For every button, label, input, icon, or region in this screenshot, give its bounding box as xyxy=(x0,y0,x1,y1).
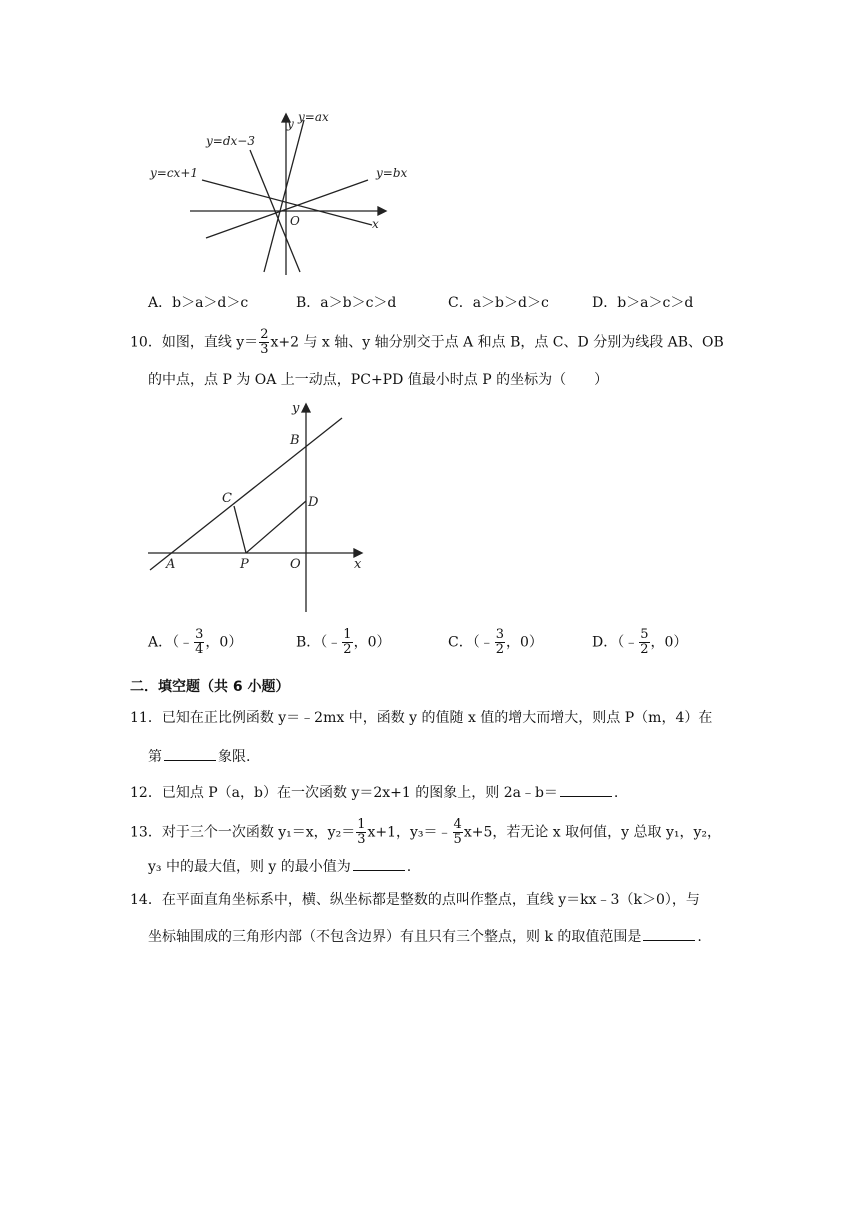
fig9-label-cx: y=cx+1 xyxy=(150,166,199,180)
fig9-label-o: O xyxy=(290,214,300,228)
q14-line1: 14．在平面直角坐标系中，横、纵坐标都是整数的点叫作整点，直线 y＝kx﹣3（k＞0），与 xyxy=(130,892,700,908)
q9-option-a[interactable]: A．b＞a＞d＞c xyxy=(148,295,249,311)
fig10-line-ab xyxy=(150,418,342,570)
q11-line2: 第 象限. xyxy=(148,746,250,767)
q13-answer-blank[interactable] xyxy=(353,856,405,871)
fig9-label-dx: y=dx−3 xyxy=(206,134,255,148)
q10-number: 10． xyxy=(130,334,162,351)
q12-answer-blank[interactable] xyxy=(560,782,612,797)
fig10-label-y: y xyxy=(292,401,300,416)
fig9-label-y: y xyxy=(287,117,294,131)
fig9-x-arrow xyxy=(378,207,386,215)
q10-line2: 的中点，点 P 为 OA 上一动点，PC+PD 值最小时点 P 的坐标为（ ） xyxy=(148,372,609,388)
fig10-label-p: P xyxy=(240,557,249,572)
q10-fraction: $\frac{2}{3}$ xyxy=(260,327,269,357)
q9-option-d[interactable]: D．b＞a＞c＞d xyxy=(592,295,694,311)
q13-line2: y₃ 中的最大值，则 y 的最小值为 . xyxy=(148,856,411,877)
fig10-label-x: x xyxy=(354,557,362,572)
q10-option-b[interactable]: B．（﹣ $\frac{1}{2}$ ，0） xyxy=(296,627,391,657)
fig9-label-bx: y=bx xyxy=(376,166,408,180)
q14-line2: 坐标轴围成的三角形内部（不包含边界）有且只有三个整点，则 k 的取值范围是 . xyxy=(148,926,702,947)
q13-line1: 13．对于三个一次函数 y₁＝x，y₂＝ $\frac{1}{3}$ x+1，y₃＝﹣ $\frac{4}{5}$ x+5，若无论 x 取何值，y 总取 y₁，y₂， xyxy=(130,817,722,847)
q10-text-a: 如图，直线 y＝ xyxy=(161,334,259,351)
fig10-label-b: B xyxy=(290,433,300,448)
q9-option-b[interactable]: B．a＞b＞c＞d xyxy=(296,295,397,311)
fig9-line-bx xyxy=(206,180,368,238)
fig10-label-c: C xyxy=(222,491,232,506)
fig10-x-arrow xyxy=(354,549,362,557)
fig10-label-o: O xyxy=(290,557,301,572)
q10-option-d[interactable]: D．（﹣ $\frac{5}{2}$ ，0） xyxy=(592,627,688,657)
q10-option-a[interactable]: A．（﹣ $\frac{3}{4}$ ，0） xyxy=(148,627,243,657)
fig9-line-ax xyxy=(264,120,304,272)
q10-text-b: x+2 与 x 轴、y 轴分别交于点 A 和点 B，点 C、D 分别为线段 AB、OB xyxy=(270,334,724,351)
figure-q9 xyxy=(140,100,420,280)
q12-line: 12．已知点 P（a，b）在一次函数 y＝2x+1 的图象上，则 2a﹣b＝ . xyxy=(130,782,618,803)
q10-line1 xyxy=(130,328,724,357)
q9-option-c[interactable]: C．a＞b＞d＞c xyxy=(448,295,549,311)
fig10-segment-pd xyxy=(246,501,306,553)
fig10-segment-pc xyxy=(234,506,246,553)
fig9-label-ax: y=ax xyxy=(298,110,329,124)
figure-q10 xyxy=(140,392,380,617)
q14-answer-blank[interactable] xyxy=(643,926,695,941)
section-heading-fill-in: 二．填空题（共 6 小题） xyxy=(130,679,290,695)
q11-answer-blank[interactable] xyxy=(164,746,216,761)
fig10-label-d: D xyxy=(308,495,319,510)
fig10-label-a: A xyxy=(166,557,176,572)
q11-line1: 11．已知在正比例函数 y＝﹣2mx 中，函数 y 的值随 x 值的增大而增大，则点 P（m，4）在 xyxy=(130,710,713,726)
q10-option-c[interactable]: C．（﹣ $\frac{3}{2}$ ，0） xyxy=(448,627,543,657)
fig9-label-x: x xyxy=(372,217,379,231)
fig10-y-arrow xyxy=(302,404,310,412)
